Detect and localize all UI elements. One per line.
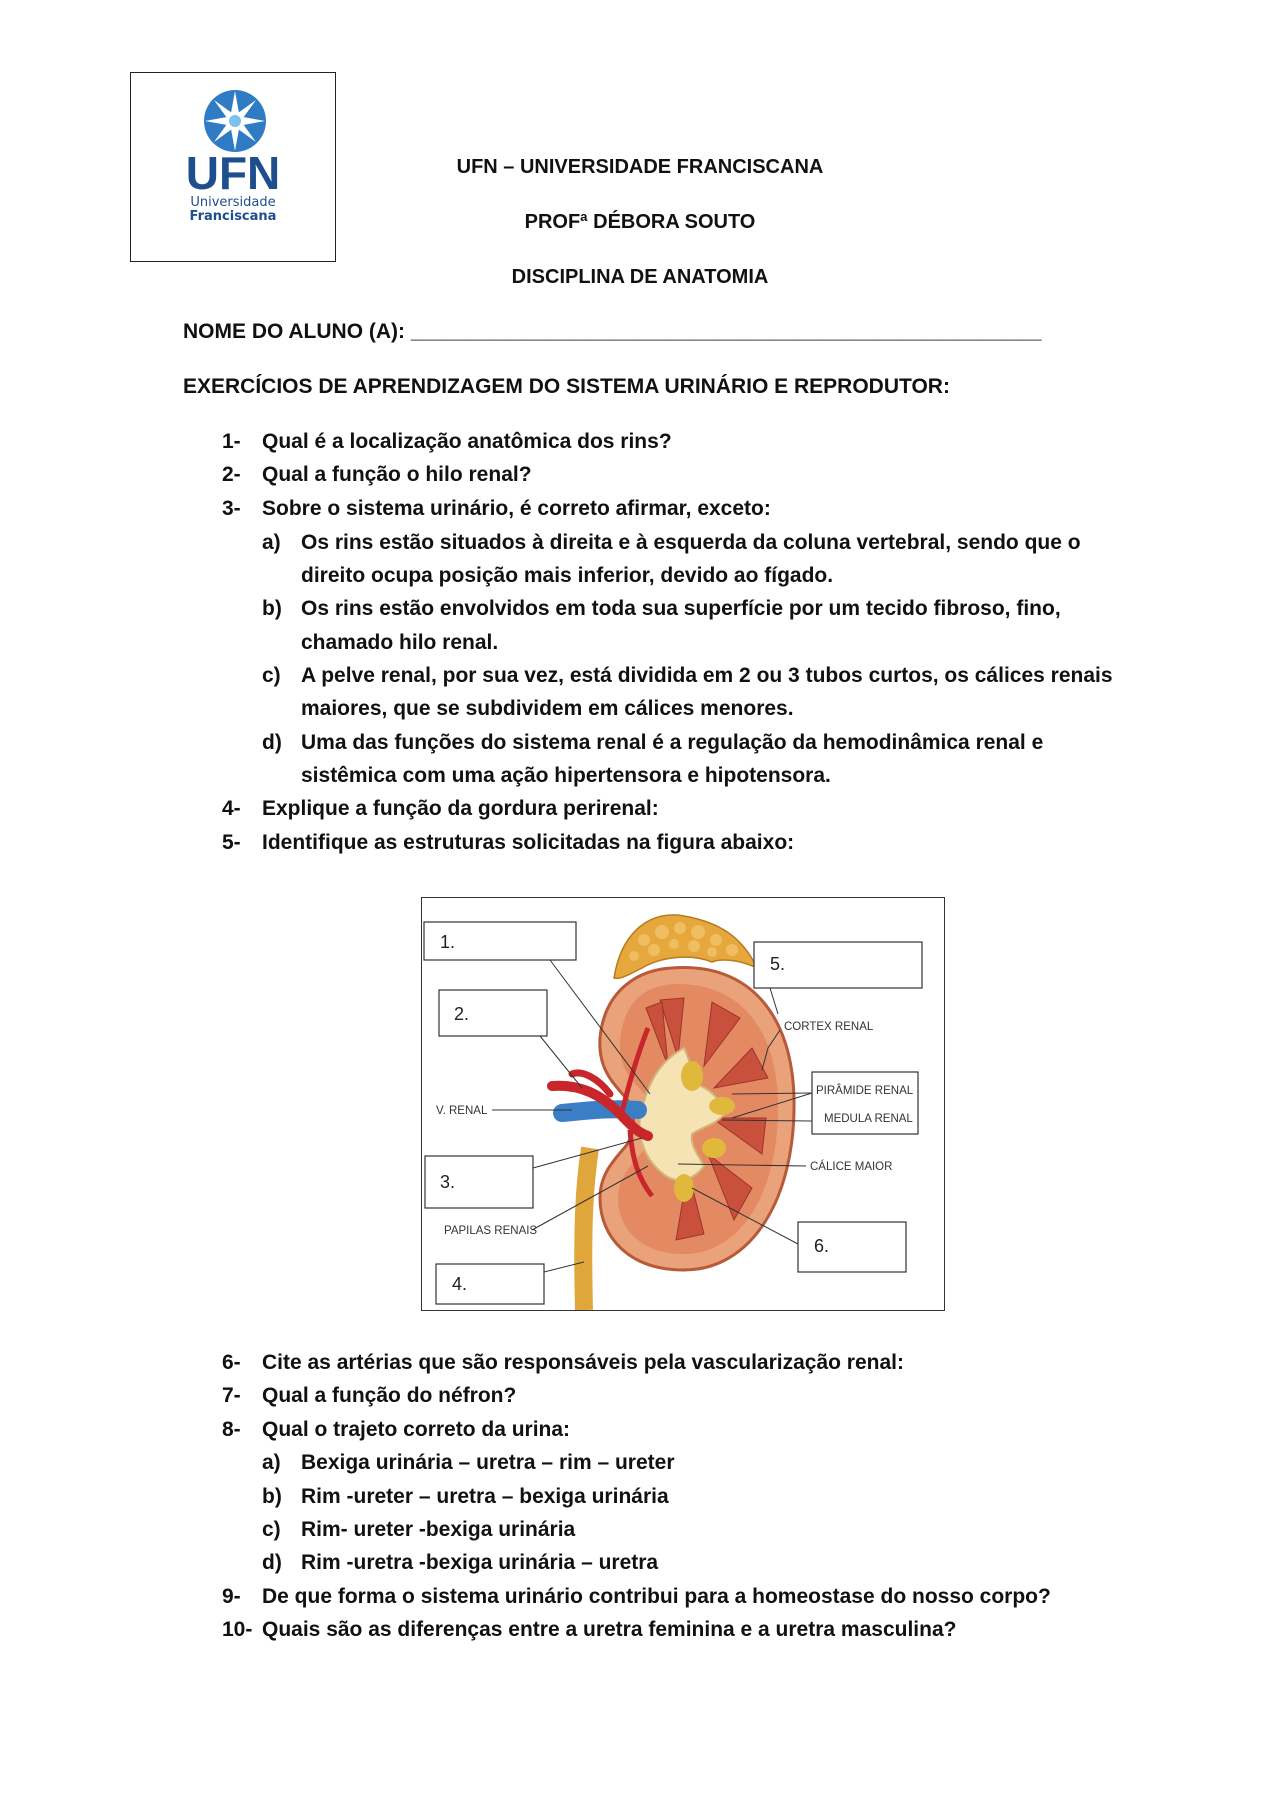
- option-text: Bexiga urinária – uretra – rim – ureter: [301, 1451, 675, 1474]
- kidney-figure: [421, 897, 945, 1311]
- question-text: Cite as artérias que são responsáveis pela vascularização renal:: [262, 1351, 904, 1374]
- question-text: Qual é a localização anatômica dos rins?: [262, 430, 672, 453]
- answer-box-5-label: 5.: [770, 954, 786, 974]
- label-medula-renal: MEDULA RENAL: [824, 1113, 913, 1125]
- option-letter: a): [262, 531, 281, 554]
- question-number: 1-: [222, 430, 241, 453]
- option-text: direito ocupa posição mais inferior, devido ao fígado.: [301, 564, 834, 587]
- question-number: 3-: [222, 497, 241, 520]
- option-letter: c): [262, 1518, 281, 1541]
- answer-box-2-label: 2.: [454, 1004, 470, 1024]
- option-text: Rim- ureter -bexiga urinária: [301, 1518, 576, 1541]
- question-number: 9-: [222, 1585, 241, 1608]
- section-title: EXERCÍCIOS DE APRENDIZAGEM DO SISTEMA URINÁRIO E REPRODUTOR:: [183, 375, 950, 398]
- question-number: 10-: [222, 1618, 253, 1641]
- label-calice-maior: CÁLICE MAIOR: [810, 1161, 893, 1173]
- answer-box-3-label: 3.: [440, 1172, 456, 1192]
- option-text: Os rins estão situados à direita e à esquerda da coluna vertebral, sendo que o: [301, 531, 1081, 554]
- answer-box-1-label: 1.: [440, 932, 456, 952]
- question-text: Identifique as estruturas solicitadas na figura abaixo:: [262, 831, 795, 854]
- label-papilas-renais: PAPILAS RENAIS: [444, 1225, 538, 1237]
- option-letter: b): [262, 597, 282, 620]
- question-text: Qual o trajeto correto da urina:: [262, 1418, 571, 1441]
- answer-box-6-label: 6.: [814, 1236, 830, 1256]
- label-piramide-renal: PIRÂMIDE RENAL: [816, 1085, 914, 1097]
- label-cortex-renal: CORTEX RENAL: [784, 1021, 874, 1033]
- option-text: Uma das funções do sistema renal é a regulação da hemodinâmica renal e: [301, 731, 1044, 754]
- question-text: Explique a função da gordura perirenal:: [262, 797, 659, 820]
- course-name: DISCIPLINA DE ANATOMIA: [511, 266, 769, 288]
- kidney-diagram: [422, 898, 944, 1310]
- question-text: Qual a função do néfron?: [262, 1384, 517, 1407]
- question-number: 4-: [222, 797, 241, 820]
- svg-text:UFN: UFN: [185, 147, 281, 199]
- question-number: 8-: [222, 1418, 241, 1441]
- option-text: Rim -ureter – uretra – bexiga urinária: [301, 1485, 669, 1508]
- sunburst-icon: [204, 90, 266, 152]
- question-text: Quais são as diferenças entre a uretra feminina e a uretra masculina?: [262, 1618, 957, 1641]
- option-letter: d): [262, 731, 282, 754]
- svg-text:Franciscana: Franciscana: [189, 209, 277, 224]
- university-name: UFN – UNIVERSIDADE FRANCISCANA: [456, 156, 824, 178]
- option-letter: a): [262, 1451, 281, 1474]
- label-veia-renal: V. RENAL: [436, 1105, 488, 1117]
- answer-box-4-label: 4.: [452, 1274, 468, 1294]
- student-name-field[interactable]: NOME DO ALUNO (A): ______________________________________________________: [183, 320, 1042, 343]
- option-text: A pelve renal, por sua vez, está dividida em 2 ou 3 tubos curtos, os cálices renais: [301, 664, 1113, 687]
- option-text: sistêmica com uma ação hipertensora e hipotensora.: [301, 764, 831, 787]
- professor-name: PROFª DÉBORA SOUTO: [524, 211, 756, 233]
- ureter-shape: [583, 1148, 590, 1310]
- question-number: 6-: [222, 1351, 241, 1374]
- question-number: 7-: [222, 1384, 241, 1407]
- svg-text:Universidade: Universidade: [190, 195, 276, 210]
- question-text: De que forma o sistema urinário contribui para a homeostase do nosso corpo?: [262, 1585, 1051, 1608]
- renal-vein-shape: [562, 1109, 638, 1113]
- question-text: Sobre o sistema urinário, é correto afirmar, exceto:: [262, 497, 771, 520]
- option-text: maiores, que se subdividem em cálices menores.: [301, 697, 794, 720]
- question-number: 2-: [222, 463, 241, 486]
- option-text: Rim -uretra -bexiga urinária – uretra: [301, 1551, 659, 1574]
- option-text: chamado hilo renal.: [301, 631, 499, 654]
- option-letter: c): [262, 664, 281, 687]
- option-letter: b): [262, 1485, 282, 1508]
- option-letter: d): [262, 1551, 282, 1574]
- question-text: Qual a função o hilo renal?: [262, 463, 532, 486]
- question-number: 5-: [222, 831, 241, 854]
- option-text: Os rins estão envolvidos em toda sua superfície por um tecido fibroso, fino,: [301, 597, 1061, 620]
